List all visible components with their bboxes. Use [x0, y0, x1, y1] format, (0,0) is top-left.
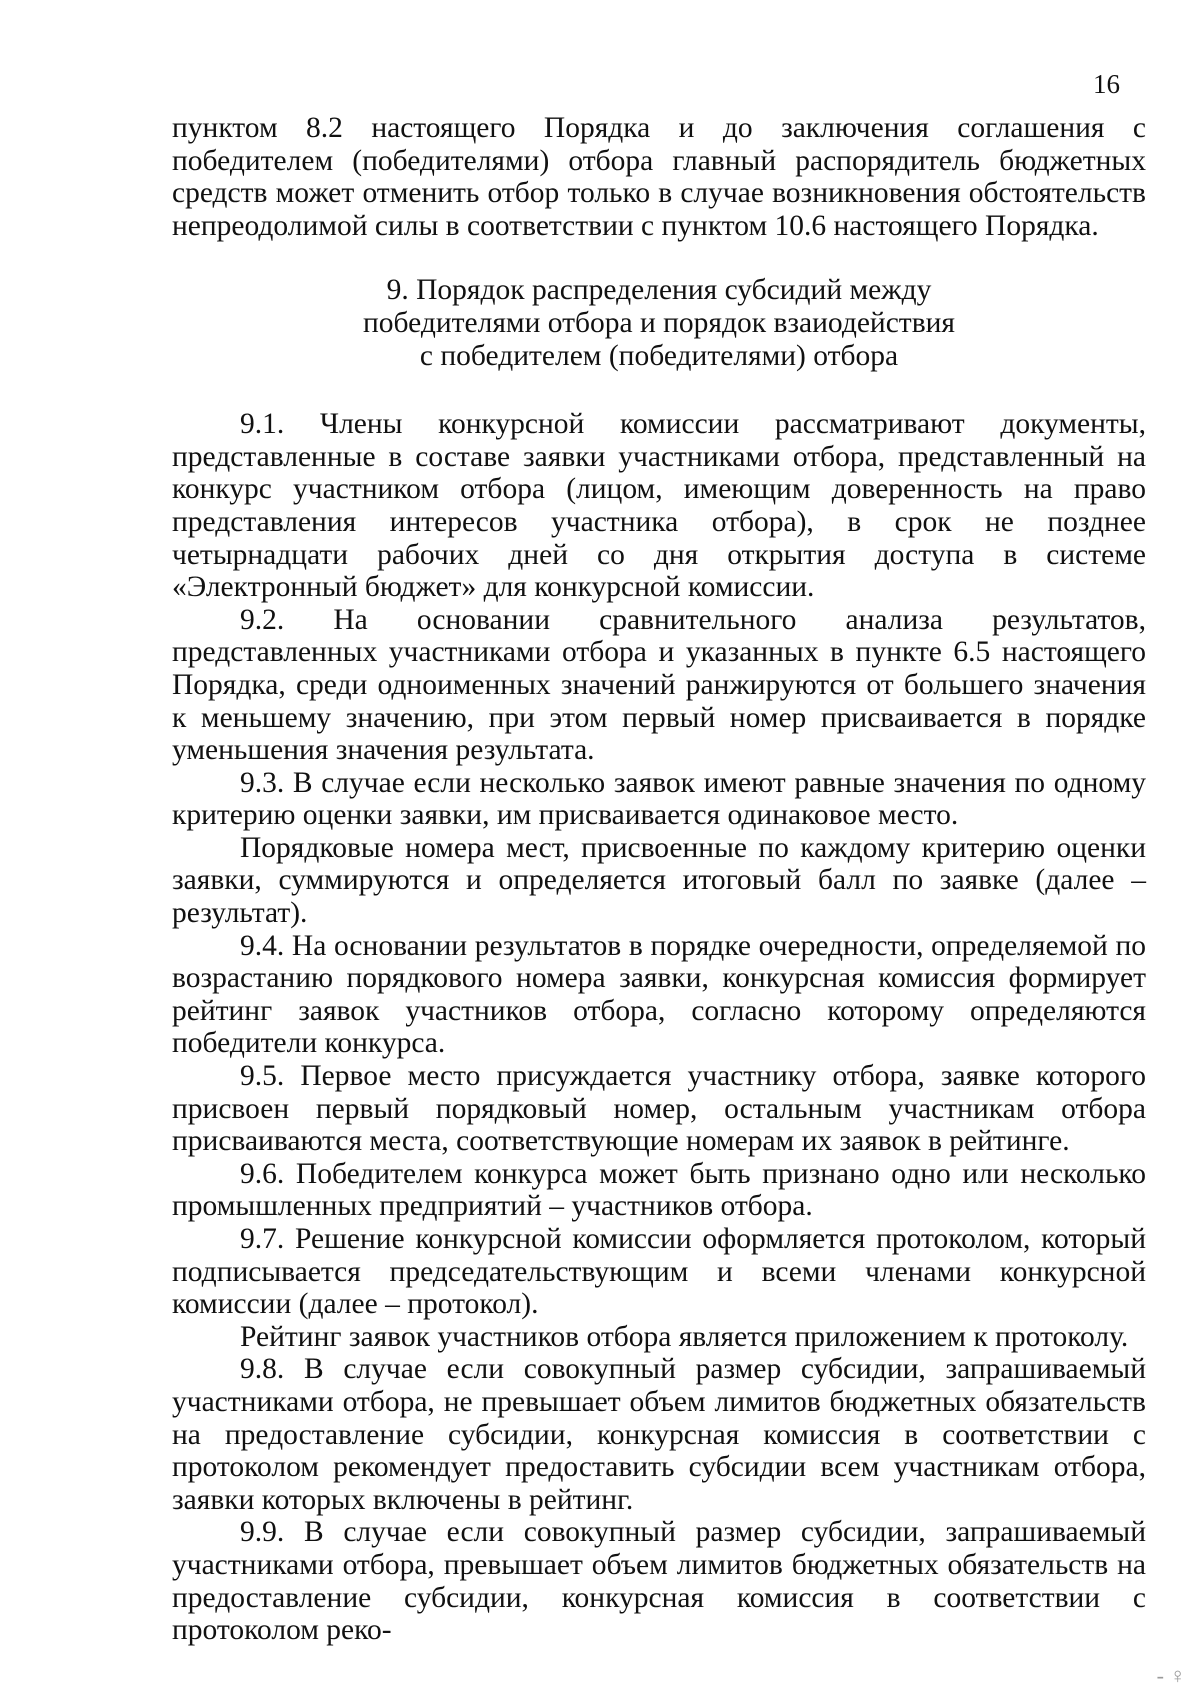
paragraph-9-4: 9.4. На основании результатов в порядке очередности, определяемой по возрастанию порядкового номера заявки, конкурсная комиссия формирует рейтинг заявок участников отбора, согласно которому определяются победители конкурса.: [172, 929, 1146, 1060]
document-body: [172, 112, 1146, 1647]
paragraph-9-5: 9.5. Первое место присуждается участнику отбора, заявке которого присвоен первый порядковый номер, остальным участникам отбора присваиваются места, соответствующие номерам их заявок в рейтинге.: [172, 1060, 1146, 1158]
paragraph-9-6: 9.6. Победителем конкурса может быть признано одно или несколько промышленных предприятий – участников отбора.: [172, 1157, 1146, 1223]
section-heading-line: победителями отбора и порядок взаиодействия: [362, 306, 955, 339]
corner-scan-mark: - ♀: [1156, 1663, 1186, 1688]
section-heading-line: 9. Порядок распределения субсидий между: [386, 274, 932, 307]
section-heading-line: с победителем (победителями) отбора: [419, 339, 899, 372]
paragraph-9-3-continued: Порядковые номера мест, присвоенные по каждому критерию оценки заявки, суммируются и определяется итоговый балл по заявке (далее – результат).: [172, 831, 1146, 930]
intro-paragraph: пунктом 8.2 настоящего Порядка и до заключения соглашения с победителем (победителями) отбора главный распорядитель бюджетных средств может отменить отбор только в случае возникновения обстоятельств непреодолимой силы в соответствии с пунктом 10.6 настоящего Порядка.: [172, 112, 1146, 242]
paragraph-9-2: 9.2. На основании сравнительного анализа результатов, представленных участниками отбора и указанных в пункте 6.5 настоящего Порядка, среди одноименных значений ранжируются от большего значения к меньшему значению, при этом первый номер присваивается в порядке уменьшения значения результата.: [172, 603, 1146, 767]
section-heading: [172, 274, 1146, 372]
paragraph-9-7: 9.7. Решение конкурсной комиссии оформляется протоколом, который подписывается председательствующим и всеми членами конкурсной комиссии (далее – протокол).: [172, 1223, 1146, 1321]
paragraph-9-1: 9.1. Члены конкурсной комиссии рассматривают документы, представленные в составе заявки участниками отбора, представленный на конкурс участником отбора (лицом, имеющим доверенность на право представления интересов участника отбора), в срок не позднее четырнадцати рабочих дней со дня открытия доступа в системе «Электронный бюджет» для конкурсной комиссии.: [172, 408, 1146, 604]
paragraph-9-8: 9.8. В случае если совокупный размер субсидии, запрашиваемый участниками отбора, не превышает объем лимитов бюджетных обязательств на предоставление субсидии, конкурсная комиссия в соответствии с протоколом рекомендует предоставить субсидии всем участникам отбора, заявки которых включены в рейтинг.: [172, 1353, 1146, 1516]
page-number: 16: [1093, 69, 1120, 99]
paragraph-9-7-continued: Рейтинг заявок участников отбора является приложением к протоколу.: [240, 1320, 1129, 1353]
paragraph-9-3: 9.3. В случае если несколько заявок имеют равные значения по одному критерию оценки заявки, им присваивается одинаковое место.: [172, 766, 1146, 832]
paragraph-9-9: 9.9. В случае если совокупный размер субсидии, запрашиваемый участниками отбора, превышает объем лимитов бюджетных обязательств на предоставление субсидии, конкурсная комиссия в соответствии с протоколом реко-: [172, 1516, 1146, 1647]
